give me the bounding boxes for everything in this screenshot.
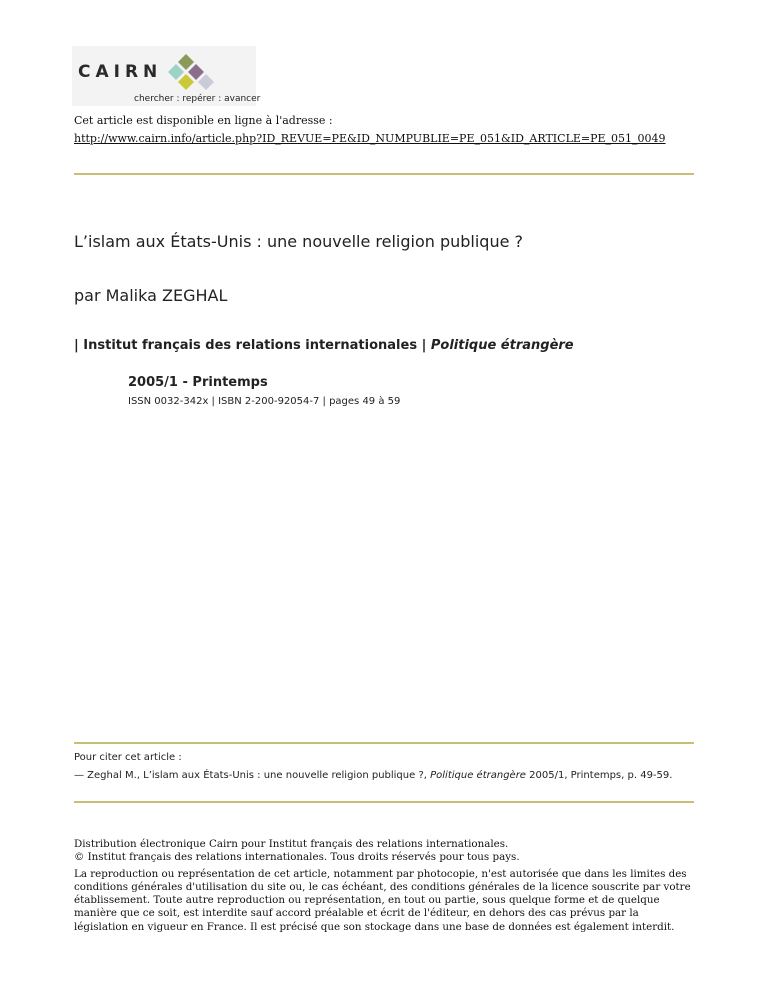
source-publisher: | Institut français des relations internationales | [74,338,431,353]
article-issue: 2005/1 - Printemps [128,375,268,390]
divider [74,742,694,744]
copyright-text: © Institut français des relations internationales. Tous droits réservés pour tous pays. [74,851,520,864]
availability-text: Cet article est disponible en ligne à l'adresse : [74,114,333,127]
citation-suffix: 2005/1, Printemps, p. 49-59. [525,770,673,781]
article-title: L’islam aux États-Unis : une nouvelle religion publique ? [74,232,524,251]
citation-prefix: — Zeghal M., L’islam aux États-Unis : une nouvelle religion publique ?, [74,770,431,781]
article-source [74,338,574,353]
cairn-logo [72,46,261,106]
logo-wordmark: CAIRN [78,62,163,82]
citation-journal: Politique étrangère [430,770,526,781]
article-url-link[interactable]: http://www.cairn.info/article.php?ID_REVUE=PE&ID_NUMPUBLIE=PE_051&ID_ARTICLE=PE_051_0049 [74,132,666,145]
divider [74,801,694,803]
reproduction-notice: La reproduction ou représentation de cet article, notamment par photocopie, n'est autorisée que dans les limites des conditions générales d'utilisation du site ou, le cas échéant, des conditions générales de la licence souscrite par votre établissement. Toute autre reproduction ou représentation, en tout ou partie, sous quelque forme et de quelque manière que ce soit, est interdite sauf accord préalable et écrit de l'éditeur, en dehors des cas prévus par la législation en vigueur en France. Il est précisé que son stockage dans une base de données est également interdit. [74,867,691,933]
citation-text [74,768,690,783]
distribution-text: Distribution électronique Cairn pour Institut français des relations internationales. [74,838,509,850]
logo-tagline: chercher : repérer : avancer [134,94,261,104]
source-journal: Politique étrangère [430,338,574,353]
citation-label: Pour citer cet article : [74,752,182,763]
divider [74,173,694,175]
legal-footer [74,838,694,934]
article-author: par Malika ZEGHAL [74,286,228,305]
article-issn: ISSN 0032-342x | ISBN 2-200-92054-7 | pages 49 à 59 [128,396,401,407]
cairn-diamonds-icon [158,52,228,96]
